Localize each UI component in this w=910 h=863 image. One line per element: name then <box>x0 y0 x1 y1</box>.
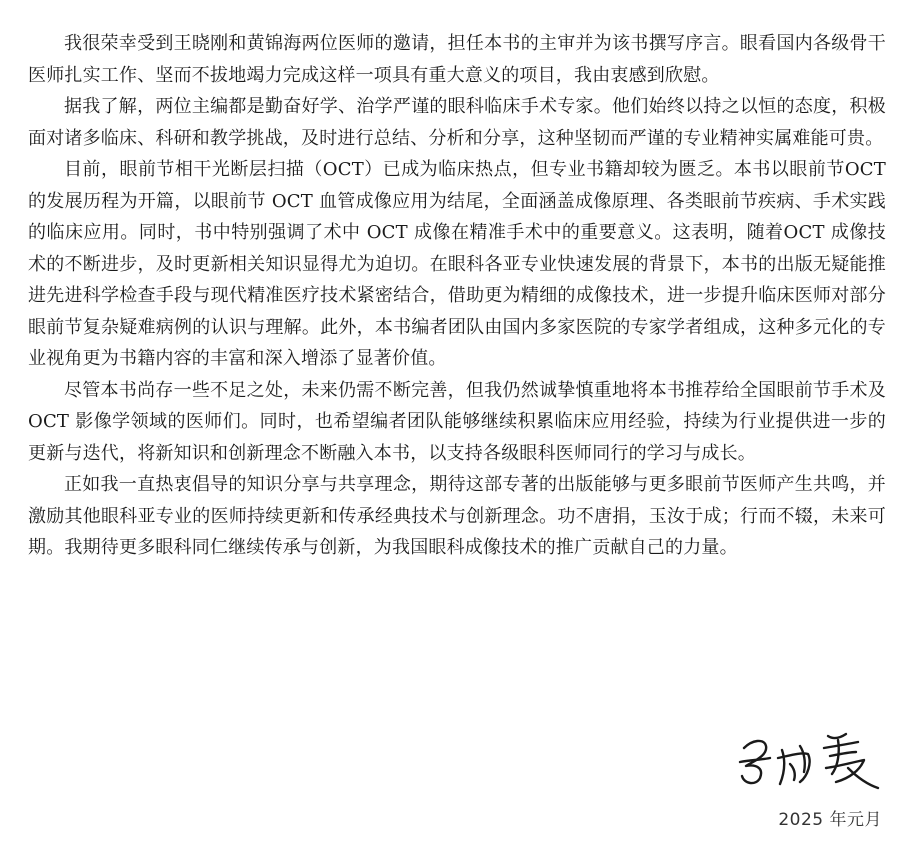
date-label: 2025 年元月 <box>778 810 882 830</box>
paragraph-3: 目前，眼前节相干光断层扫描（OCT）已成为临床热点，但专业书籍却较为匮乏。本书以眼前节OCT 的发展历程为开篇，以眼前节 OCT 血管成像应用为结尾，全面涵盖成像原理、各类眼前节疾病、手术实践的临床应用。同时，书中特别强调了术中 OCT 成像在精准手术中的重要意义。这表明，随着OCT 成像技术的不断进步，及时更新相关知识显得尤为迫切。在眼科各亚专业快速发展的背景下，本书的出版无疑能推进先进科学检查手段与现代精准医疗技术紧密结合，借助更为精细的成像技术，进一步提升临床医师对部分眼前节复杂疑难病例的认识与理解。此外，本书编者团队由国内多家医院的专家学者组成，这种多元化的专业视角更为书籍内容的丰富和深入增添了显著价值。 <box>28 159 886 369</box>
preface-body <box>28 28 886 564</box>
paragraph-1: 我很荣幸受到王晓刚和黄锦海两位医师的邀请，担任本书的主审并为该书撰写序言。眼看国内各级骨干医师扎实工作、坚而不拔地竭力完成这样一项具有重大意义的项目，我由衷感到欣慰。 <box>28 33 886 86</box>
paragraph-4: 尽管本书尚存一些不足之处，未来仍需不断完善，但我仍然诚挚慎重地将本书推荐给全国眼前节手术及 OCT 影像学领域的医师们。同时，也希望编者团队能够继续积累临床应用经验，持续为行业提供进一步的更新与迭代，将新知识和创新理念不断融入本书，以支持各级眼科医师同行的学习与成长。 <box>28 379 886 464</box>
signature-icon <box>730 722 890 798</box>
handwritten-signature <box>730 722 890 798</box>
paragraph-5: 正如我一直热衷倡导的知识分享与共享理念，期待这部专著的出版能够与更多眼前节医师产生共鸣，并激励其他眼科亚专业的医师持续更新和传承经典技术与创新理念。功不唐捐，玉汝于成；行而不辍，未来可期。我期待更多眼科同仁继续传承与创新，为我国眼科成像技术的推广贡献自己的力量。 <box>28 474 886 558</box>
paragraph-2: 据我了解，两位主编都是勤奋好学、治学严谨的眼科临床手术专家。他们始终以持之以恒的态度，积极面对诸多临床、科研和教学挑战，及时进行总结、分析和分享，这种坚韧而严谨的专业精神实属难能可贵。 <box>28 96 886 149</box>
